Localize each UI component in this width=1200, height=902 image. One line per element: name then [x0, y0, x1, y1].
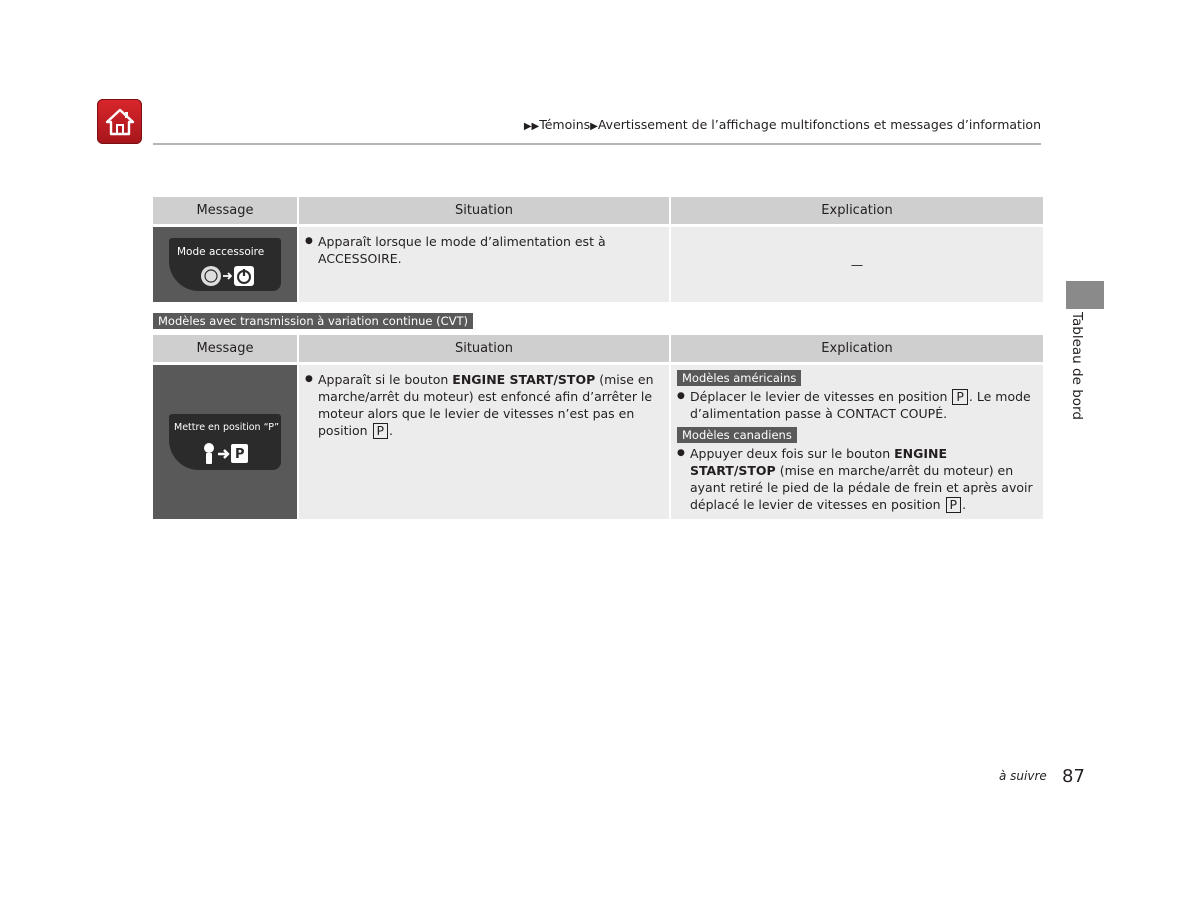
home-icon	[105, 108, 135, 136]
p-position-icon: P	[373, 423, 389, 439]
breadcrumb-item-avertissement[interactable]: Avertissement de l’affichage multifonctions et messages d’information	[597, 117, 1041, 132]
canada-models-tag: Modèles canadiens	[677, 427, 797, 443]
engine-start-stop-label: ENGINE START/STOP	[452, 372, 596, 387]
column-header-message: Message	[153, 197, 297, 224]
breadcrumb-arrow-icon: ▶	[590, 121, 598, 132]
home-button[interactable]	[97, 99, 142, 144]
column-header-situation: Situation	[299, 335, 669, 362]
page-number: 87	[1062, 766, 1085, 787]
us-explication-text: ● Déplacer le levier de vitesses en position P . Le mode d’alimentation passe à CONTACT COUPÉ.	[677, 388, 1037, 422]
display-mettre-en-position-p	[169, 414, 281, 470]
engine-start-stop-label: ENGINE START/STOP	[690, 446, 948, 478]
cvt-model-tag: Modèles avec transmission à variation continue (CVT)	[153, 313, 473, 329]
message-image-cell	[153, 227, 297, 302]
p-position-icon: P	[946, 497, 962, 513]
message-image-cell	[153, 365, 297, 519]
message-table-park	[151, 335, 1045, 519]
column-header-explication: Explication	[671, 197, 1043, 224]
us-models-tag: Modèles américains	[677, 370, 801, 386]
column-header-explication: Explication	[671, 335, 1043, 362]
power-button-icon	[199, 264, 259, 288]
canada-explication-text: ● Appuyer deux fois sur le bouton ENGINE START/STOP (mise en marche/arrêt du moteur) en ayant retiré le pied de la pédale de frein et après avoir déplacé le levier de vitesses en position P .	[677, 445, 1037, 513]
p-position-icon: P	[952, 389, 968, 405]
column-header-situation: Situation	[299, 197, 669, 224]
continue-label: à suivre	[999, 769, 1047, 783]
message-table-accessory	[151, 197, 1045, 302]
explication-dash: —	[850, 257, 864, 272]
column-header-message: Message	[153, 335, 297, 362]
breadcrumb-item-temoins[interactable]: Témoins	[539, 117, 591, 132]
section-tab-marker[interactable]	[1066, 281, 1104, 309]
breadcrumb-arrow-icon: ▶▶	[523, 121, 540, 132]
header-rule	[153, 143, 1041, 145]
situation-text: ● Apparaît lorsque le mode d’alimentation est à ACCESSOIRE.	[305, 233, 663, 267]
section-side-label: Tableau de bord	[1069, 312, 1085, 420]
situation-text: ● Apparaît si le bouton ENGINE START/STOP (mise en marche/arrêt du moteur) est enfoncé afin d’arrêter le moteur alors que le levier de vitesses n’est pas en position P .	[305, 371, 663, 439]
display-text: Mode accessoire	[177, 246, 265, 258]
display-p-letter: P	[235, 447, 245, 462]
breadcrumb	[524, 117, 1041, 132]
display-mode-accessoire	[169, 238, 281, 291]
display-text: Mettre en position “P”	[174, 422, 280, 433]
